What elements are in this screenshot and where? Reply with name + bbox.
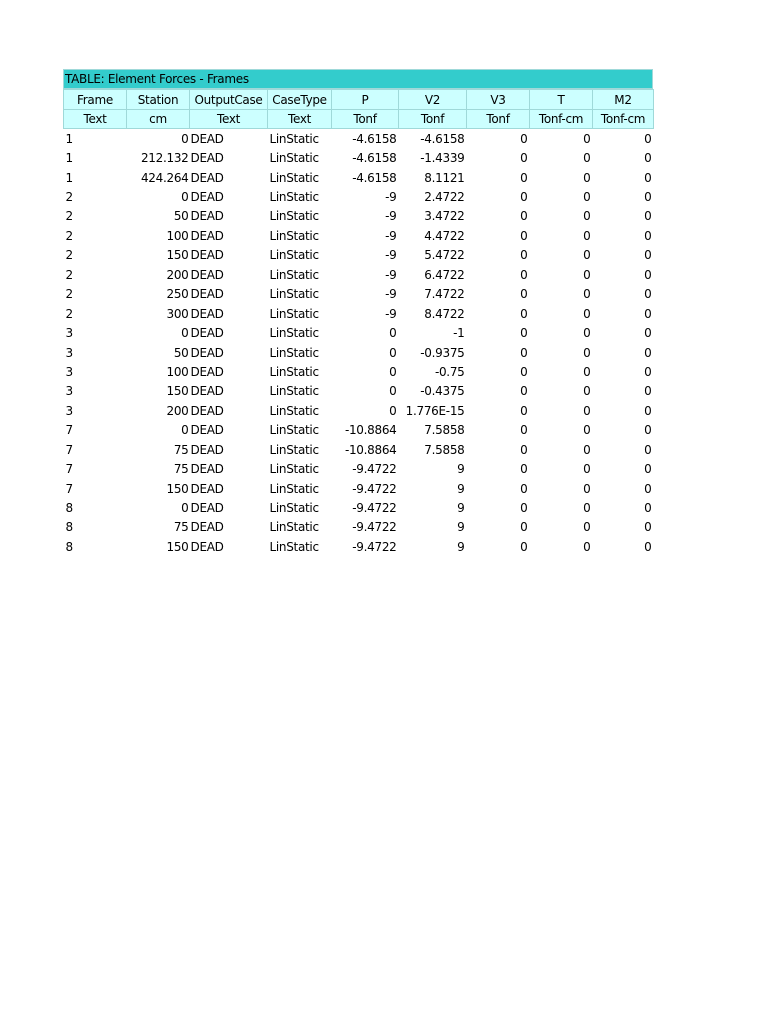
cell-outputcase: DEAD xyxy=(190,170,224,185)
cell-outputcase: DEAD xyxy=(190,190,224,205)
cell-t: 0 xyxy=(583,481,591,496)
cell-v2: 8.4722 xyxy=(424,306,465,321)
cell-station: 200 xyxy=(166,403,189,418)
cell-station: 75 xyxy=(173,442,189,457)
cell-outputcase: DEAD xyxy=(190,403,224,418)
cell-t: 0 xyxy=(583,151,591,166)
cell-outputcase: DEAD xyxy=(190,131,224,146)
table-row xyxy=(64,323,654,342)
cell-outputcase: DEAD xyxy=(190,520,224,535)
cell-v3: 0 xyxy=(520,326,528,341)
cell-m2: 0 xyxy=(644,501,652,516)
cell-t: 0 xyxy=(583,462,591,477)
cell-t: 0 xyxy=(583,170,591,185)
cell-p: -9 xyxy=(385,228,397,243)
cell-v3: 0 xyxy=(520,151,528,166)
cell-p: -9 xyxy=(385,306,397,321)
header-station: Station xyxy=(127,90,190,110)
header-p: P xyxy=(332,90,399,110)
unit-p: Tonf xyxy=(332,110,399,129)
cell-casetype: LinStatic xyxy=(269,287,319,302)
cell-casetype: LinStatic xyxy=(269,501,319,516)
cell-t: 0 xyxy=(583,384,591,399)
cell-casetype: LinStatic xyxy=(269,462,319,477)
cell-p: -10.8864 xyxy=(344,423,397,438)
cell-p: -9 xyxy=(385,287,397,302)
cell-t: 0 xyxy=(583,423,591,438)
cell-p: -9.4722 xyxy=(352,481,397,496)
table-row xyxy=(64,304,654,323)
cell-outputcase: DEAD xyxy=(190,481,224,496)
cell-v2: -1.4339 xyxy=(420,151,465,166)
cell-v2: 7.4722 xyxy=(424,287,465,302)
cell-m2: 0 xyxy=(644,190,652,205)
cell-station: 75 xyxy=(173,462,189,477)
header-t: T xyxy=(530,90,593,110)
cell-p: -9 xyxy=(385,248,397,263)
table-row xyxy=(64,518,654,537)
table-row xyxy=(64,479,654,498)
cell-casetype: LinStatic xyxy=(269,248,319,263)
cell-t: 0 xyxy=(583,364,591,379)
table-row xyxy=(64,459,654,478)
cell-m2: 0 xyxy=(644,403,652,418)
cell-station: 250 xyxy=(166,287,189,302)
cell-v2: 9 xyxy=(457,520,465,535)
cell-p: -10.8864 xyxy=(344,442,397,457)
cell-t: 0 xyxy=(583,501,591,516)
unit-t: Tonf-cm xyxy=(530,110,593,129)
cell-frame: 2 xyxy=(65,306,73,321)
table-row xyxy=(64,382,654,401)
cell-frame: 3 xyxy=(65,403,73,418)
cell-v3: 0 xyxy=(520,345,528,360)
cell-station: 0 xyxy=(181,423,189,438)
cell-p: -9 xyxy=(385,190,397,205)
cell-frame: 2 xyxy=(65,287,73,302)
cell-v3: 0 xyxy=(520,267,528,282)
table-row xyxy=(64,343,654,362)
cell-v2: 2.4722 xyxy=(424,190,465,205)
cell-p: 0 xyxy=(389,326,397,341)
cell-frame: 2 xyxy=(65,209,73,224)
cell-v2: 4.4722 xyxy=(424,228,465,243)
cell-outputcase: DEAD xyxy=(190,384,224,399)
cell-casetype: LinStatic xyxy=(269,170,319,185)
cell-v2: 9 xyxy=(457,481,465,496)
table-row xyxy=(64,187,654,206)
table-row xyxy=(64,362,654,381)
cell-outputcase: DEAD xyxy=(190,442,224,457)
table-row xyxy=(64,421,654,440)
cell-outputcase: DEAD xyxy=(190,423,224,438)
cell-m2: 0 xyxy=(644,209,652,224)
cell-m2: 0 xyxy=(644,170,652,185)
cell-v3: 0 xyxy=(520,442,528,457)
cell-casetype: LinStatic xyxy=(269,209,319,224)
cell-p: 0 xyxy=(389,345,397,360)
spreadsheet-table-region xyxy=(63,69,653,557)
unit-outputcase: Text xyxy=(190,110,268,129)
cell-outputcase: DEAD xyxy=(190,267,224,282)
cell-casetype: LinStatic xyxy=(269,267,319,282)
cell-m2: 0 xyxy=(644,306,652,321)
cell-v3: 0 xyxy=(520,462,528,477)
cell-t: 0 xyxy=(583,345,591,360)
cell-casetype: LinStatic xyxy=(269,403,319,418)
cell-frame: 3 xyxy=(65,326,73,341)
cell-v2: 8.1121 xyxy=(424,170,465,185)
cell-casetype: LinStatic xyxy=(269,423,319,438)
cell-casetype: LinStatic xyxy=(269,306,319,321)
cell-station: 150 xyxy=(166,384,189,399)
cell-frame: 2 xyxy=(65,267,73,282)
cell-m2: 0 xyxy=(644,481,652,496)
header-m2: M2 xyxy=(593,90,654,110)
cell-casetype: LinStatic xyxy=(269,384,319,399)
cell-station: 200 xyxy=(166,267,189,282)
cell-casetype: LinStatic xyxy=(269,442,319,457)
cell-m2: 0 xyxy=(644,520,652,535)
cell-v3: 0 xyxy=(520,228,528,243)
cell-m2: 0 xyxy=(644,442,652,457)
cell-v3: 0 xyxy=(520,287,528,302)
cell-m2: 0 xyxy=(644,384,652,399)
table-body xyxy=(64,129,654,557)
table-row xyxy=(64,207,654,226)
cell-v2: 3.4722 xyxy=(424,209,465,224)
cell-outputcase: DEAD xyxy=(190,228,224,243)
cell-station: 212.132 xyxy=(140,151,189,166)
cell-outputcase: DEAD xyxy=(190,326,224,341)
cell-frame: 8 xyxy=(65,501,73,516)
cell-v3: 0 xyxy=(520,131,528,146)
cell-t: 0 xyxy=(583,539,591,554)
cell-m2: 0 xyxy=(644,364,652,379)
header-v2: V2 xyxy=(399,90,467,110)
cell-m2: 0 xyxy=(644,267,652,282)
cell-casetype: LinStatic xyxy=(269,539,319,554)
cell-v2: 9 xyxy=(457,539,465,554)
cell-m2: 0 xyxy=(644,345,652,360)
cell-v3: 0 xyxy=(520,170,528,185)
cell-v3: 0 xyxy=(520,248,528,263)
column-header-row xyxy=(64,90,654,110)
unit-casetype: Text xyxy=(268,110,332,129)
cell-t: 0 xyxy=(583,403,591,418)
cell-casetype: LinStatic xyxy=(269,345,319,360)
cell-p: -4.6158 xyxy=(352,170,397,185)
cell-p: -9.4722 xyxy=(352,520,397,535)
cell-frame: 7 xyxy=(65,462,73,477)
cell-frame: 7 xyxy=(65,442,73,457)
cell-v2: 1.776E-15 xyxy=(405,403,465,418)
table-row xyxy=(64,129,654,149)
cell-station: 0 xyxy=(181,326,189,341)
cell-p: 0 xyxy=(389,364,397,379)
cell-station: 150 xyxy=(166,539,189,554)
cell-v2: 9 xyxy=(457,462,465,477)
cell-v3: 0 xyxy=(520,481,528,496)
cell-station: 300 xyxy=(166,306,189,321)
table-row xyxy=(64,498,654,517)
unit-v2: Tonf xyxy=(399,110,467,129)
cell-t: 0 xyxy=(583,131,591,146)
cell-v2: 7.5858 xyxy=(424,442,465,457)
cell-m2: 0 xyxy=(644,462,652,477)
cell-t: 0 xyxy=(583,520,591,535)
header-v3: V3 xyxy=(467,90,530,110)
cell-frame: 7 xyxy=(65,481,73,496)
cell-frame: 3 xyxy=(65,384,73,399)
cell-m2: 0 xyxy=(644,539,652,554)
cell-p: -4.6158 xyxy=(352,151,397,166)
cell-v3: 0 xyxy=(520,403,528,418)
cell-station: 75 xyxy=(173,520,189,535)
cell-station: 100 xyxy=(166,228,189,243)
cell-outputcase: DEAD xyxy=(190,462,224,477)
cell-outputcase: DEAD xyxy=(190,364,224,379)
cell-t: 0 xyxy=(583,326,591,341)
cell-station: 0 xyxy=(181,131,189,146)
cell-t: 0 xyxy=(583,190,591,205)
cell-frame: 2 xyxy=(65,248,73,263)
cell-outputcase: DEAD xyxy=(190,501,224,516)
cell-m2: 0 xyxy=(644,423,652,438)
cell-p: -4.6158 xyxy=(352,131,397,146)
cell-p: -9 xyxy=(385,209,397,224)
cell-t: 0 xyxy=(583,306,591,321)
cell-casetype: LinStatic xyxy=(269,190,319,205)
cell-outputcase: DEAD xyxy=(190,287,224,302)
cell-outputcase: DEAD xyxy=(190,345,224,360)
cell-casetype: LinStatic xyxy=(269,151,319,166)
cell-v3: 0 xyxy=(520,306,528,321)
cell-station: 0 xyxy=(181,190,189,205)
cell-frame: 2 xyxy=(65,228,73,243)
cell-m2: 0 xyxy=(644,131,652,146)
cell-v2: -0.4375 xyxy=(420,384,465,399)
table-row xyxy=(64,537,654,556)
cell-frame: 8 xyxy=(65,539,73,554)
cell-m2: 0 xyxy=(644,228,652,243)
cell-frame: 2 xyxy=(65,190,73,205)
cell-station: 50 xyxy=(173,209,189,224)
cell-p: 0 xyxy=(389,384,397,399)
cell-v2: -4.6158 xyxy=(420,131,465,146)
cell-m2: 0 xyxy=(644,326,652,341)
cell-p: -9 xyxy=(385,267,397,282)
cell-p: 0 xyxy=(389,403,397,418)
cell-m2: 0 xyxy=(644,151,652,166)
cell-outputcase: DEAD xyxy=(190,539,224,554)
header-frame: Frame xyxy=(64,90,127,110)
cell-station: 424.264 xyxy=(140,170,189,185)
cell-frame: 8 xyxy=(65,520,73,535)
cell-outputcase: DEAD xyxy=(190,248,224,263)
table-row xyxy=(64,440,654,459)
cell-station: 50 xyxy=(173,345,189,360)
cell-m2: 0 xyxy=(644,248,652,263)
cell-t: 0 xyxy=(583,248,591,263)
table-row xyxy=(64,226,654,245)
cell-station: 150 xyxy=(166,248,189,263)
cell-v2: 5.4722 xyxy=(424,248,465,263)
table-row xyxy=(64,168,654,187)
cell-casetype: LinStatic xyxy=(269,364,319,379)
cell-frame: 7 xyxy=(65,423,73,438)
element-forces-table xyxy=(63,89,654,557)
cell-v2: -0.75 xyxy=(434,364,465,379)
cell-casetype: LinStatic xyxy=(269,228,319,243)
cell-frame: 3 xyxy=(65,364,73,379)
cell-frame: 1 xyxy=(65,170,73,185)
cell-casetype: LinStatic xyxy=(269,520,319,535)
unit-frame: Text xyxy=(64,110,127,129)
table-row xyxy=(64,401,654,420)
table-row xyxy=(64,148,654,167)
cell-v2: -1 xyxy=(453,326,465,341)
cell-casetype: LinStatic xyxy=(269,131,319,146)
header-casetype: CaseType xyxy=(268,90,332,110)
cell-outputcase: DEAD xyxy=(190,151,224,166)
cell-station: 0 xyxy=(181,501,189,516)
cell-t: 0 xyxy=(583,228,591,243)
cell-t: 0 xyxy=(583,442,591,457)
table-row xyxy=(64,285,654,304)
cell-v3: 0 xyxy=(520,190,528,205)
unit-v3: Tonf xyxy=(467,110,530,129)
cell-t: 0 xyxy=(583,209,591,224)
table-row xyxy=(64,265,654,284)
cell-v2: 7.5858 xyxy=(424,423,465,438)
cell-t: 0 xyxy=(583,267,591,282)
cell-v3: 0 xyxy=(520,501,528,516)
cell-casetype: LinStatic xyxy=(269,481,319,496)
cell-station: 150 xyxy=(166,481,189,496)
cell-t: 0 xyxy=(583,287,591,302)
cell-v2: 6.4722 xyxy=(424,267,465,282)
cell-outputcase: DEAD xyxy=(190,306,224,321)
table-row xyxy=(64,246,654,265)
cell-p: -9.4722 xyxy=(352,462,397,477)
cell-v3: 0 xyxy=(520,539,528,554)
units-row xyxy=(64,110,654,129)
cell-v2: -0.9375 xyxy=(420,345,465,360)
unit-m2: Tonf-cm xyxy=(593,110,654,129)
cell-p: -9.4722 xyxy=(352,539,397,554)
unit-station: cm xyxy=(127,110,190,129)
cell-frame: 3 xyxy=(65,345,73,360)
cell-p: -9.4722 xyxy=(352,501,397,516)
header-outputcase: OutputCase xyxy=(190,90,268,110)
cell-v3: 0 xyxy=(520,520,528,535)
cell-v3: 0 xyxy=(520,384,528,399)
cell-v3: 0 xyxy=(520,364,528,379)
cell-frame: 1 xyxy=(65,131,73,146)
cell-frame: 1 xyxy=(65,151,73,166)
cell-v3: 0 xyxy=(520,209,528,224)
cell-station: 100 xyxy=(166,364,189,379)
cell-casetype: LinStatic xyxy=(269,326,319,341)
cell-v2: 9 xyxy=(457,501,465,516)
cell-outputcase: DEAD xyxy=(190,209,224,224)
cell-v3: 0 xyxy=(520,423,528,438)
table-title: TABLE: Element Forces - Frames xyxy=(63,69,653,89)
cell-m2: 0 xyxy=(644,287,652,302)
